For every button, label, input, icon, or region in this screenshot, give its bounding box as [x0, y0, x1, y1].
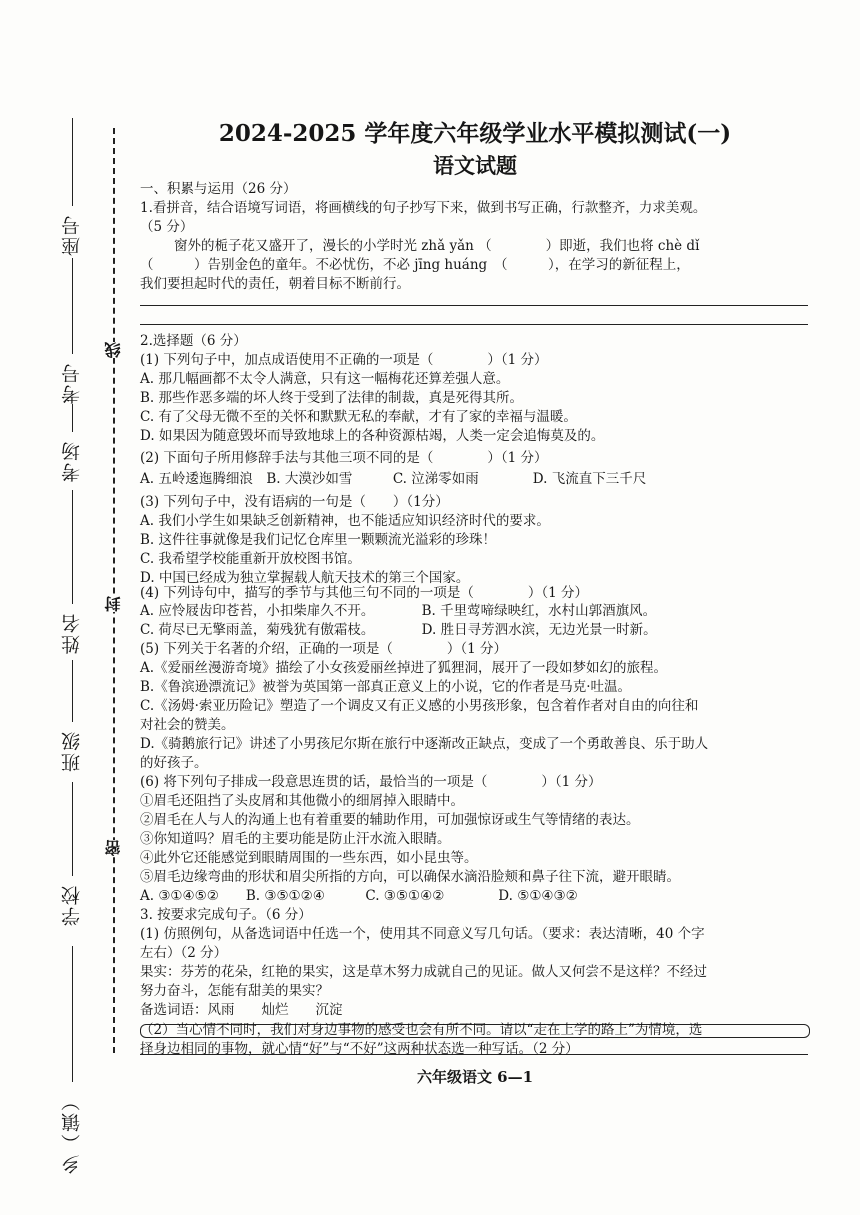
copy-answer-line[interactable]	[140, 324, 808, 325]
question-1-prompt: 1.看拼音，结合语境写词语，将画横线的句子抄写下来，做到书写正确，行款整齐，力求美观。	[140, 200, 707, 216]
page-footer: 六年级语文 6—1	[416, 1068, 534, 1086]
option-line: D.《骑鹅旅行记》讲述了小男孩尼尔斯在旅行中逐渐改正缺点，变成了一个勇敢善良、乐于助人	[140, 736, 709, 752]
option-line: C. 有了父母无微不至的关怀和默默无私的奉献，才有了家的幸福与温暖。	[140, 409, 577, 425]
example-sentence: 果实：芬芳的花朵，红艳的果实，这是草木努力成就自己的见证。做人又何尝不是这样？不经过	[140, 964, 707, 980]
question-1-passage: 我们要担起时代的责任，朝着目标不断前行。	[140, 276, 410, 292]
exam-subtitle: 语文试题	[433, 153, 517, 178]
question-1-points: （5 分）	[140, 219, 194, 235]
question-2-5-stem: (5) 下列关于名著的介绍，正确的一项是（ ）（1 分）	[140, 641, 508, 657]
option-line: D. 中国已经成为独立掌握载人航天技术的第三个国家。	[140, 570, 470, 586]
question-3-1-stem: (1) 仿照例句，从备选词语中任选一个，使用其不同意义写几句话。（要求：表达清晰，40 个字	[140, 926, 705, 942]
label-exam-number: 考号	[61, 362, 83, 404]
label-school: 学校	[61, 884, 83, 926]
blank-township[interactable]	[72, 946, 73, 1082]
option-line: A. 我们小学生如果缺乏创新精神，也不能适应知识经济时代的要求。	[140, 513, 550, 529]
blank-class[interactable]	[72, 660, 73, 722]
label-township: 乡（镇）	[61, 1090, 83, 1174]
question-2-4-stem: (4) 下列诗句中，描写的季节与其他三句不同的一项是（ ）（1 分）	[140, 585, 589, 601]
question-2-1-stem: (1) 下列句子中，加点成语使用不正确的一项是（ ）（1 分）	[140, 352, 548, 368]
seal-word-line: 线	[102, 342, 126, 358]
question-1-passage: （ ）告别金色的童年。不必忧伤，不必 jīng huáng （ ），在学习的新征程上，	[140, 257, 690, 273]
question-2-6-stem: (6) 将下列句子排成一段意思连贯的话，最恰当的一项是（ ）（1 分）	[140, 774, 602, 790]
question-3-1-stem: 左右）（2 分）	[140, 945, 228, 961]
question-2-3-stem: (3) 下列句子中，没有语病的一句是（ ）（1分）	[140, 494, 449, 510]
copy-answer-line[interactable]	[140, 305, 808, 306]
blank-name[interactable]	[72, 490, 73, 604]
question-2-2-stem: (2) 下面句子所用修辞手法与其他三项不同的是（ ）（1 分）	[140, 450, 548, 466]
section-heading: 一、积累与运用（26 分）	[140, 181, 297, 197]
question-1-passage: 窗外的栀子花又盛开了，漫长的小学时光 zhǎ yǎn （ ）即逝，我们也将 chè dǐ	[174, 238, 700, 254]
label-class: 班级	[61, 730, 83, 772]
blank-exam-number[interactable]	[72, 258, 73, 354]
question-3-heading: 3. 按要求完成句子。（6 分）	[140, 907, 312, 923]
label-name: 姓名	[61, 612, 83, 654]
seal-dashed-line	[113, 128, 115, 1053]
option-line: C.《汤姆·索亚历险记》塑造了一个调皮又有正义感的小男孩形象，包含着作者对自由的向往和	[140, 698, 699, 714]
blank-exam-room[interactable]	[72, 404, 73, 432]
option-line: 的好孩子。	[140, 755, 208, 771]
question-3-2-stem: （2）当心情不同时，我们对身边事物的感受也会有所不同。请以“走在上学的路上”为情境，选	[140, 1022, 703, 1038]
sentence-item: ②眉毛在人与人的沟通上也有着重要的辅助作用，可加强惊讶或生气等情绪的表达。	[140, 812, 640, 828]
option-line: A. 五岭逶迤腾细浪 B. 大漠沙如雪 C. 泣涕零如雨 D. 飞流直下三千尺	[140, 471, 647, 487]
blank-seat-number[interactable]	[72, 118, 73, 206]
option-line: B. 那些作恶多端的坏人终于受到了法律的制裁，真是死得其所。	[140, 390, 524, 406]
answer-line-3-2[interactable]	[140, 1054, 808, 1055]
option-line: A.《爱丽丝漫游奇境》描绘了小女孩爱丽丝掉进了狐狸洞，展开了一段如梦如幻的旅程。	[140, 660, 668, 676]
option-line: B.《鲁滨逊漂流记》被誉为英国第一部真正意义上的小说，它的作者是马克·吐温。	[140, 679, 632, 695]
seal-word-seal: 封	[102, 596, 126, 612]
example-sentence: 努力奋斗，怎能有甜美的果实？	[140, 983, 329, 999]
sentence-item: ③你知道吗？眉毛的主要功能是防止汗水流入眼睛。	[140, 831, 451, 847]
option-line: B. 这件往事就像是我们记忆仓库里一颗颗流光溢彩的珍珠！	[140, 532, 497, 548]
sentence-item: ①眉毛还阻挡了头皮屑和其他微小的细屑掉入眼睛中。	[140, 793, 464, 809]
option-line: C. 我希望学校能重新开放校图书馆。	[140, 551, 361, 567]
option-line: 对社会的赞美。	[140, 717, 235, 733]
option-line: A. 应怜屐齿印苍苔，小扣柴扉久不开。 B. 千里莺啼绿映红，水村山郭酒旗风。	[140, 603, 657, 619]
sentence-item: ⑤眉毛边缘弯曲的形状和眉尖所指的方向，可以确保水滴沿脸颊和鼻子往下流，避开眼睛。	[140, 869, 680, 885]
question-2-heading: 2.选择题（6 分）	[140, 333, 247, 349]
label-seat-number: 座号	[61, 214, 83, 256]
word-choices: 备选词语：风雨 灿烂 沉淀	[140, 1002, 343, 1018]
question-3-2-stem: 择身边相同的事物，就心情“好”与“不好”这两种状态选一种写话。（2 分）	[140, 1041, 579, 1057]
exam-title: 2024-2025 学年度六年级学业水平模拟测试(一)	[218, 120, 732, 147]
sentence-item: ④此外它还能感觉到眼睛周围的一些东西，如小昆虫等。	[140, 850, 478, 866]
option-line: D. 如果因为随意毁坏而导致地球上的各种资源枯竭，人类一定会追悔莫及的。	[140, 428, 605, 444]
label-exam-room: 考场	[61, 440, 83, 482]
option-line: C. 荷尽已无擎雨盖，菊残犹有傲霜枝。 D. 胜日寻芳泗水滨，无边光景一时新。	[140, 622, 657, 638]
option-line: A. ③①④⑤② B. ③⑤①②④ C. ③⑤①④② D. ⑤①④③②	[140, 888, 578, 904]
seal-word-secret: 密	[102, 840, 126, 856]
blank-school[interactable]	[72, 782, 73, 876]
option-line: A. 那几幅画都不太令人满意，只有这一幅梅花还算差强人意。	[140, 371, 510, 387]
